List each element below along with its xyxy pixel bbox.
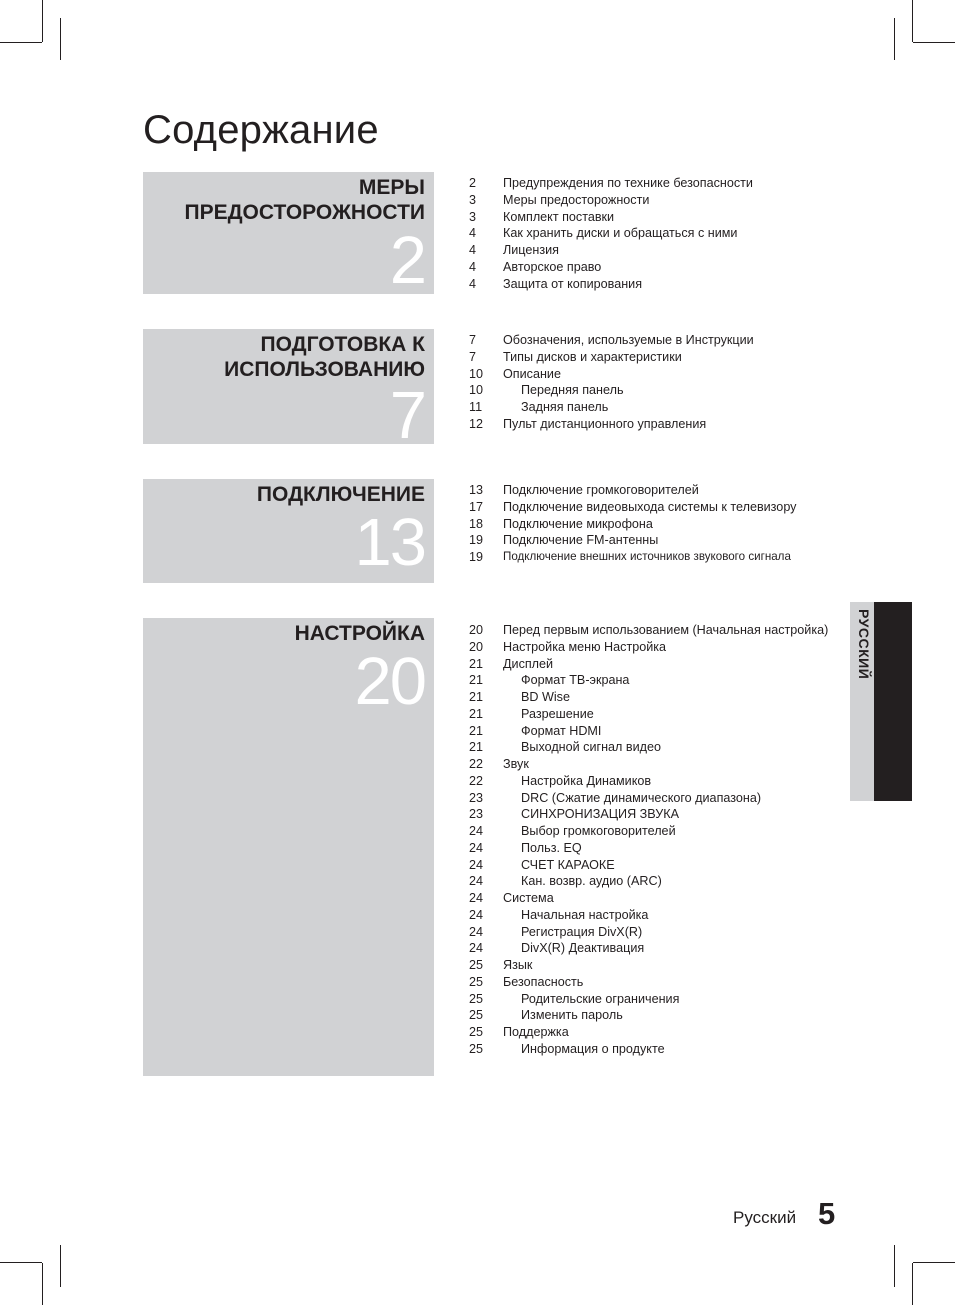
crop-mark: [60, 1245, 61, 1287]
toc-page-number: 3: [469, 209, 477, 224]
toc-page-number: 24: [469, 924, 484, 939]
toc-entry-text: Кан. возвр. аудио (ARC): [521, 874, 662, 889]
toc-entry-text: Передняя панель: [521, 383, 624, 398]
toc-entry-text: Подключение видеовыхода системы к телевизору: [503, 499, 797, 514]
toc-page-number: 22: [469, 773, 484, 788]
toc-entry-text: СЧЕТ КАРАОКЕ: [521, 857, 615, 872]
toc-page-number: 21: [469, 673, 484, 688]
toc-entry-text: Выбор громкоговорителей: [521, 824, 676, 838]
toc-page-number: 21: [469, 706, 484, 721]
toc-entry-text: Система: [503, 891, 554, 905]
toc-entry-text: Формат HDMI: [521, 723, 602, 738]
toc-entry-text: Дисплей: [503, 656, 554, 671]
toc-entry-text: Поддержка: [503, 1025, 569, 1039]
toc-page-number: 22: [469, 757, 484, 771]
toc-entry-text: СИНХРОНИЗАЦИЯ ЗВУКА: [521, 807, 679, 822]
toc-entry-text: Подключение FM-антенны: [503, 533, 659, 548]
toc-entry-text: Подключение внешних источников звукового сигнала: [503, 550, 791, 563]
crop-mark: [42, 1263, 43, 1305]
toc-entry-text: Подключение микрофона: [503, 516, 653, 531]
section-title-line: НАСТРОЙКА: [294, 622, 425, 645]
toc-entry-text: Изменить пароль: [521, 1008, 623, 1023]
crop-mark: [913, 42, 955, 43]
toc-page-number: 4: [469, 259, 477, 274]
toc-page-number: 20: [469, 639, 484, 654]
toc-entry-text: DRC (Сжатие динамического диапазона): [521, 790, 762, 805]
toc-entry-text: Язык: [503, 958, 533, 972]
toc-page-number: 11: [469, 400, 483, 414]
section-number: 20: [354, 644, 425, 719]
toc-entry-text: Лицензия: [503, 243, 559, 257]
section-title: [257, 482, 425, 507]
toc-page-number: 18: [469, 516, 484, 531]
toc-entry-text: Описание: [503, 366, 561, 381]
toc-entry-text: Формат ТВ-экрана: [521, 673, 630, 688]
toc-page-number: 25: [469, 1041, 484, 1056]
toc-entry-text: Разрешение: [521, 706, 594, 721]
toc-page-number: 10: [469, 383, 484, 398]
toc-page-number: 23: [469, 807, 484, 822]
toc-page-number: 23: [469, 790, 484, 805]
section-box-settings: [143, 618, 434, 1076]
toc-page-number: 24: [469, 941, 484, 956]
toc-entry-text: Перед первым использованием (Начальная настройка): [503, 623, 829, 637]
section-box-precautions: [143, 172, 434, 298]
crop-mark: [913, 1262, 955, 1263]
toc-page-number: 24: [469, 857, 484, 872]
toc-page-number: 25: [469, 958, 484, 972]
toc-page-number: 21: [469, 723, 484, 738]
toc-page-number: 12: [469, 416, 484, 431]
toc-entry-text: Меры предосторожности: [503, 192, 650, 207]
toc-entry-text: DivX(R) Деактивация: [521, 941, 645, 956]
section-title: [295, 621, 425, 646]
toc-entry-text: Задняя панель: [521, 400, 609, 414]
toc-entry-text: Как хранить диски и обращаться с ними: [503, 226, 738, 241]
crop-mark: [0, 42, 42, 43]
crop-mark: [0, 1262, 42, 1263]
toc-page-number: 20: [469, 623, 484, 637]
toc-entry-text: Выходной сигнал видео: [521, 740, 661, 755]
toc-entry-text: Регистрация DivX(R): [521, 924, 643, 939]
toc-entry-text: Защита от копирования: [503, 276, 643, 291]
toc-entry-text: Польз. EQ: [521, 840, 582, 855]
toc-entry-text: BD Wise: [521, 690, 570, 704]
crop-mark: [894, 1245, 895, 1287]
crop-mark: [912, 0, 913, 42]
page-title: Содержание: [143, 108, 379, 152]
section-number: 13: [354, 505, 425, 580]
toc-entry-text: Безопасность: [503, 974, 584, 989]
toc-page-number: 2: [469, 176, 477, 190]
toc-page-number: 4: [469, 276, 477, 291]
section-number: 7: [389, 378, 425, 453]
toc-page-number: 25: [469, 991, 484, 1006]
toc-page-number: 21: [469, 656, 484, 671]
toc-page-number: 25: [469, 1025, 484, 1039]
footer-language: Русский: [733, 1208, 797, 1227]
toc-entry-text: Подключение громкоговорителей: [503, 483, 699, 497]
language-tab-dark: [874, 602, 912, 801]
toc-page-number: 21: [469, 690, 484, 704]
toc-page-number: 21: [469, 740, 484, 755]
toc-page-number: 17: [469, 499, 484, 514]
toc-entry-text: Типы дисков и характеристики: [503, 349, 682, 364]
toc-entry-text: Комплект поставки: [503, 209, 615, 224]
toc-entry-text: Обозначения, используемые в Инструкции: [503, 333, 754, 347]
toc-page-number: 24: [469, 874, 484, 889]
toc-entry-text: Авторское право: [503, 259, 602, 274]
toc-page-number: 13: [469, 483, 484, 497]
toc-page-number: 24: [469, 840, 484, 855]
section-title: [184, 175, 425, 225]
crop-mark: [894, 18, 895, 60]
toc-page-number: 7: [469, 349, 477, 364]
toc-page-number: 24: [469, 907, 484, 922]
toc-entry-text: Родительские ограничения: [521, 991, 680, 1006]
toc-entry-text: Пульт дистанционного управления: [503, 416, 707, 431]
toc-page-number: 19: [469, 533, 484, 548]
crop-mark: [912, 1263, 913, 1305]
toc-page-number: 19: [469, 550, 484, 564]
toc-page-number: 3: [469, 192, 477, 207]
toc-page-number: 24: [469, 824, 484, 838]
toc-page-number: 24: [469, 891, 484, 905]
toc-page-number: 4: [469, 243, 477, 257]
toc-page-number: 25: [469, 1008, 484, 1023]
crop-mark: [60, 18, 61, 60]
toc-entry-text: Настройка меню Настройка: [503, 639, 667, 654]
toc-entry-text: Информация о продукте: [521, 1041, 665, 1056]
toc-entry-text: Звук: [503, 757, 529, 771]
section-box-connection: [143, 479, 434, 583]
section-title-line: ПОДКЛЮЧЕНИЕ: [256, 483, 425, 506]
toc-page-number: 10: [469, 366, 484, 381]
toc-page-number: 7: [469, 333, 477, 347]
toc-entry-text: Начальная настройка: [521, 907, 649, 922]
toc-page-number: 25: [469, 974, 484, 989]
language-tab-label: РУССКИЙ: [856, 609, 872, 680]
section-title-line: ПРЕДОСТОРОЖНОСТИ: [184, 201, 425, 224]
section-box-preparation: [143, 329, 434, 453]
toc-page-number: 4: [469, 226, 477, 241]
section-title-line: МЕРЫ: [358, 176, 425, 199]
toc-entry-text: Настройка Динамиков: [521, 773, 652, 788]
section-title-line: ПОДГОТОВКА К: [260, 333, 425, 356]
section-title: [224, 332, 425, 382]
crop-mark: [42, 0, 43, 42]
footer-page-number: 5: [818, 1196, 836, 1231]
section-title-line: ИСПОЛЬЗОВАНИЮ: [224, 358, 425, 381]
section-number: 2: [389, 223, 425, 298]
toc-entry-text: Предупреждения по технике безопасности: [503, 176, 753, 190]
